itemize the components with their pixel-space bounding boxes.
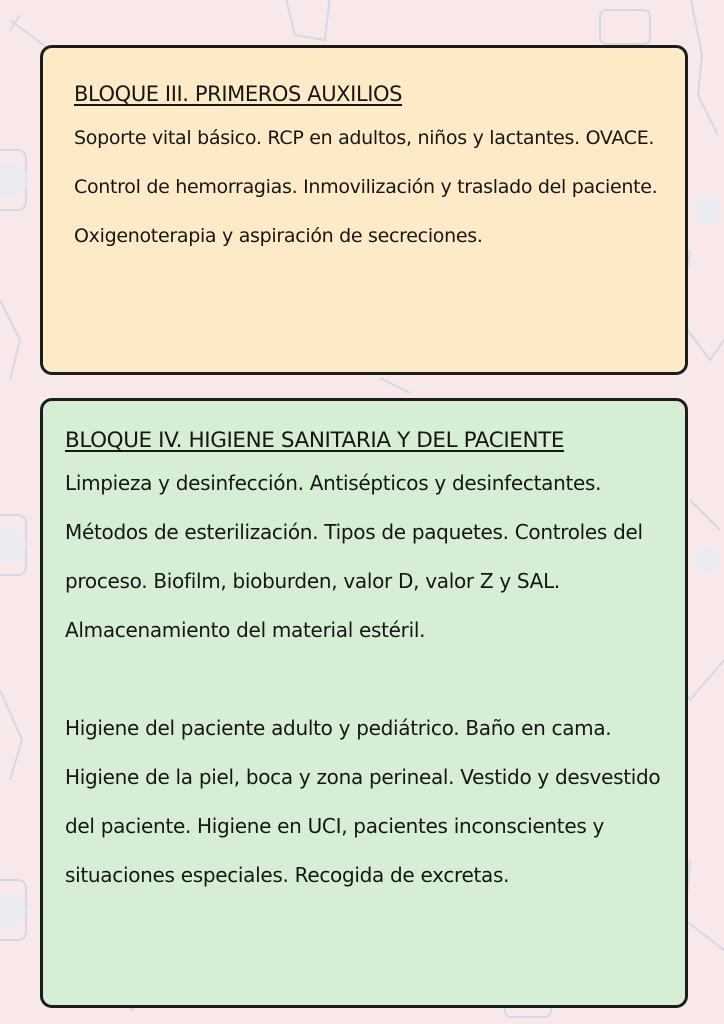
jar-icon — [600, 10, 650, 44]
glove-icon — [0, 690, 22, 780]
glove-icon — [685, 860, 724, 950]
block-3-content: Soporte vital básico. RCP en adultos, niños y lactantes. OVACE. Control de hemorragias. Inmovilización y traslado del paciente. Oxigenoterapia y aspiración de secreciones. — [74, 127, 658, 247]
block-4-title: BLOQUE IV. HIGIENE SANITARIA Y DEL PACIENTE — [65, 428, 565, 453]
block-4-paragraph-2: Higiene del paciente adulto y pediátrico. Baño en cama. Higiene de la piel, boca y zona perineal. Vestido y desvestido del paciente. Higiene en UCI, pacientes inconscientes y situaciones especiales. Recogida de excretas. — [65, 716, 661, 887]
block-4-card — [40, 398, 688, 1008]
syringe-icon — [10, 15, 50, 50]
block-3-card — [40, 45, 688, 375]
syringe-icon — [380, 378, 410, 393]
glove-icon — [0, 300, 20, 380]
syringe-icon — [690, 500, 720, 530]
glove-icon — [285, 0, 330, 40]
block-3-title: BLOQUE III. PRIMEROS AUXILIOS — [74, 82, 403, 106]
block-4-paragraph-1: Limpieza y desinfección. Antisépticos y desinfectantes. Métodos de esterilización. Tipos de paquetes. Controles del proceso. Biofilm, bioburden, valor D, valor Z y SAL. Almacenamiento del material estéril. — [65, 471, 643, 642]
glove-icon — [690, 0, 718, 135]
